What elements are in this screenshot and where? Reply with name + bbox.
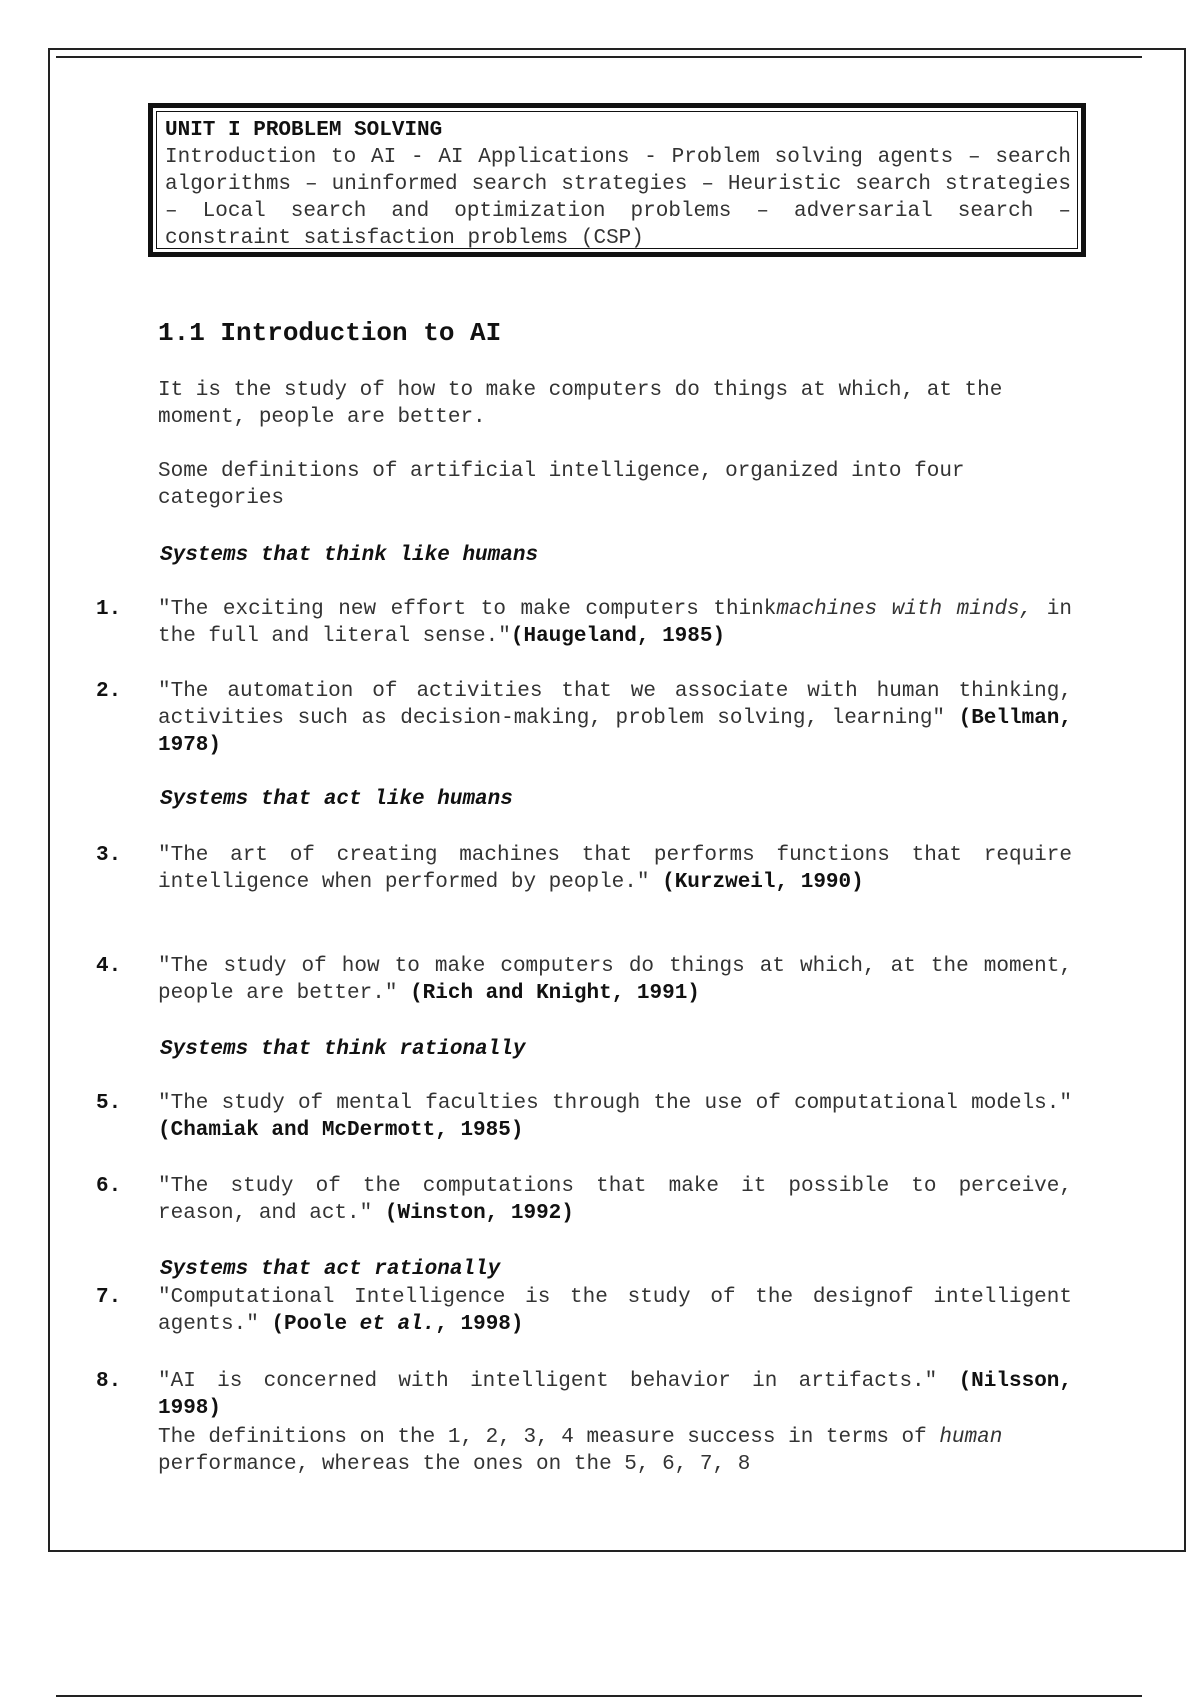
top-rule [56,56,1142,58]
definition-item-5 [96,1090,1072,1144]
item-number: 5. [96,1092,122,1115]
definition-item-6 [96,1173,1072,1227]
unit-topics: Introduction to AI - AI Applications - Problem solving agents – search algorithms – uninformed search strategies – Heuristic search strategies – Local search and optimization problems – adversarial search – constraint satisfaction problems (CSP) [165,146,1071,250]
category-title: Systems that act like humans [160,788,513,811]
definition-item-1 [96,596,1072,650]
item-body [158,678,1072,759]
item-body [158,596,1072,650]
item-body [158,1284,1072,1338]
item-citation: (Nilsson, 1998) [158,1370,1072,1420]
item-number: 1. [96,598,122,621]
item-number: 7. [96,1286,122,1309]
item-citation: (Bellman, 1978) [158,707,1073,757]
citation-year: , 1998) [435,1313,524,1336]
citation-et-al: et al. [359,1313,436,1336]
closing-text: The definitions on the 1, 2, 3, 4 measure success in terms of [158,1426,940,1449]
item-number: 2. [96,680,122,703]
item-body [158,842,1072,896]
item-citation: (Winston, 1992) [384,1202,574,1225]
item-body [158,1173,1072,1227]
item-citation: (Rich and Knight, 1991) [410,982,700,1005]
item-quote: "AI is concerned with intelligent behavior in artifacts." [158,1370,938,1393]
section-heading: 1.1 Introduction to AI [158,318,502,348]
category-title: Systems that think like humans [160,544,539,567]
definition-item-2 [96,678,1072,759]
item-number: 4. [96,955,122,978]
definitions-intro: Some definitions of artificial intelligence, organized into four categories [158,460,965,510]
item-quote: "The art of creating machines that performs functions that require intelligence when performed by people." [158,844,1072,894]
item-citation [271,1313,523,1336]
closing-text-end: performance, whereas the ones on the 5, 6, 7, 8 [158,1453,751,1476]
item-quote: "The study of the computations that make it possible to perceive, reason, and act." [158,1175,1072,1225]
item-body [158,953,1072,1007]
unit-title: UNIT I PROBLEM SOLVING [165,119,443,142]
category-title: Systems that think rationally [160,1038,526,1061]
category-title: Systems that act rationally [160,1258,501,1281]
unit-syllabus-box [148,103,1086,257]
definition-item-4 [96,953,1072,1007]
item-citation: (Chamiak and McDermott, 1985) [158,1119,524,1142]
citation-author: (Poole [271,1313,348,1336]
unit-syllabus-inner [156,111,1078,249]
item-quote: "Computational Intelligence is the study of the designof intelligent agents." [158,1286,1072,1336]
bottom-rule [56,1695,1142,1697]
definition-item-8 [96,1368,1072,1422]
item-quote: "The automation of activities that we associate with human thinking, activities such as decision-making, problem solving, learning" [158,680,1072,730]
item-quote: "The study of how to make computers do things at which, at the moment, people are better." [158,955,1072,1005]
item-number: 8. [96,1370,122,1393]
closing-italic: human [939,1426,1003,1449]
item-quote-italic: machines with minds, [776,598,1033,621]
intro-paragraph: It is the study of how to make computers do things at which, at the moment, people are better. [158,379,1003,429]
definition-item-7 [96,1284,1072,1338]
item-quote: "The exciting new effort to make computers think [158,598,777,621]
definition-item-3 [96,842,1072,896]
item-body [158,1090,1072,1144]
item-number: 3. [96,844,122,867]
item-citation: (Haugeland, 1985) [510,625,726,648]
item-number: 6. [96,1175,122,1198]
item-citation: (Kurzweil, 1990) [662,871,864,894]
item-body [158,1368,1072,1422]
item-quote: "The study of mental faculties through the use of computational models." [158,1092,1072,1115]
item-quote-end: in the full and literal sense." [158,598,1072,648]
closing-paragraph [158,1424,1038,1478]
